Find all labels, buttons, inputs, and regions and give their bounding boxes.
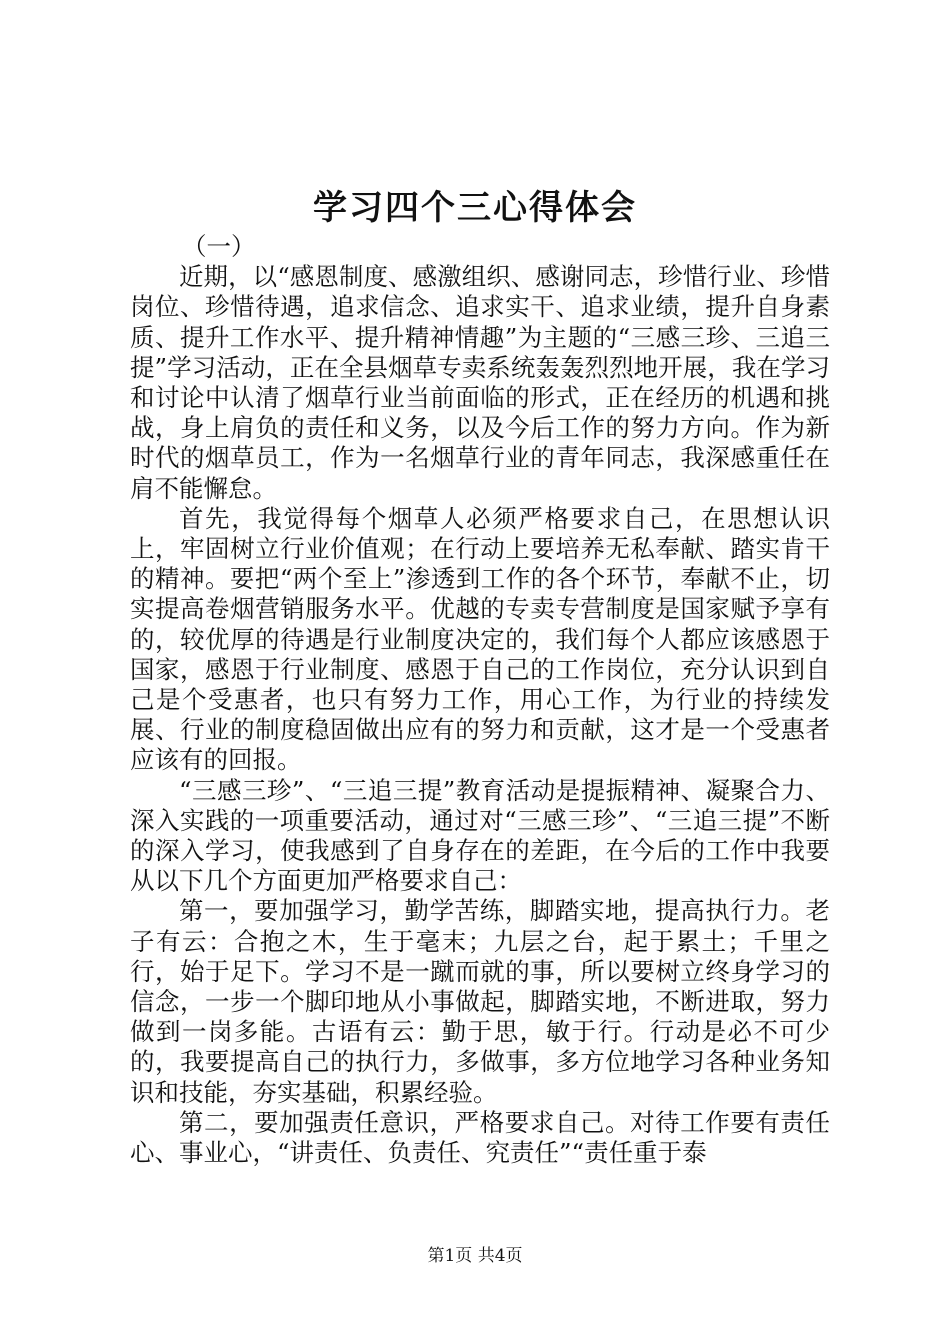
- paragraph-point-two: 第二，要加强责任意识，严格要求自己。对待工作要有责任心、事业心，“讲责任、负责任、究责任”“责任重于泰: [130, 1107, 830, 1168]
- section-mark: （一）: [182, 232, 256, 261]
- paragraph-intro: 近期，以“感恩制度、感激组织、感谢同志，珍惜行业、珍惜岗位、珍惜待遇，追求信念、追求实干、追求业绩，提升自身素质、提升工作水平、提升精神情趣”为主题的“三感三珍、三追三提”学习活动，正在全县烟草专卖系统轰轰烈烈地开展，我在学习和讨论中认清了烟草行业当前面临的形式，正在经历的机遇和挑战，身上肩负的责任和义务，以及今后工作的努力方向。作为新时代的烟草员工，作为一名烟草行业的青年同志，我深感重任在肩不能懈怠。: [130, 262, 830, 503]
- paragraph-point-one: 第一，要加强学习，勤学苦练，脚踏实地，提高执行力。老子有云：合抱之木，生于毫末；九层之台，起于累土；千里之行，始于足下。学习不是一蹴而就的事，所以要树立终身学习的信念，一步一个脚印地从小事做起，脚踏实地，不断进取，努力做到一岗多能。古语有云：勤于思，敏于行。行动是必不可少的，我要提高自己的执行力，多做事，多方位地学习各种业务知识和技能，夯实基础，积累经验。: [130, 896, 830, 1107]
- paragraph-first: 首先，我觉得每个烟草人必须严格要求自己，在思想认识上，牢固树立行业价值观；在行动上要培养无私奉献、踏实肯干的精神。要把“两个至上”渗透到工作的各个环节，奉献不止，切实提高卷烟营销服务水平。优越的专卖专营制度是国家赋予享有的，较优厚的待遇是行业制度决定的，我们每个人都应该感恩于国家，感恩于行业制度、感恩于自己的工作岗位，充分认识到自己是个受惠者，也只有努力工作，用心工作，为行业的持续发展、行业的制度稳固做出应有的努力和贡献，这才是一个受惠者应该有的回报。: [130, 503, 830, 775]
- paragraph-activity: “三感三珍”、“三追三提”教育活动是提振精神、凝聚合力、深入实践的一项重要活动，通过对“三感三珍”、“三追三提”不断的深入学习，使我感到了自身存在的差距，在今后的工作中我要从以下几个方面更加严格要求自己：: [130, 775, 830, 896]
- page-footer: 第1页 共4页: [427, 1246, 523, 1266]
- document-title: 学习四个三心得体会: [313, 188, 637, 228]
- document-body: [130, 232, 830, 1168]
